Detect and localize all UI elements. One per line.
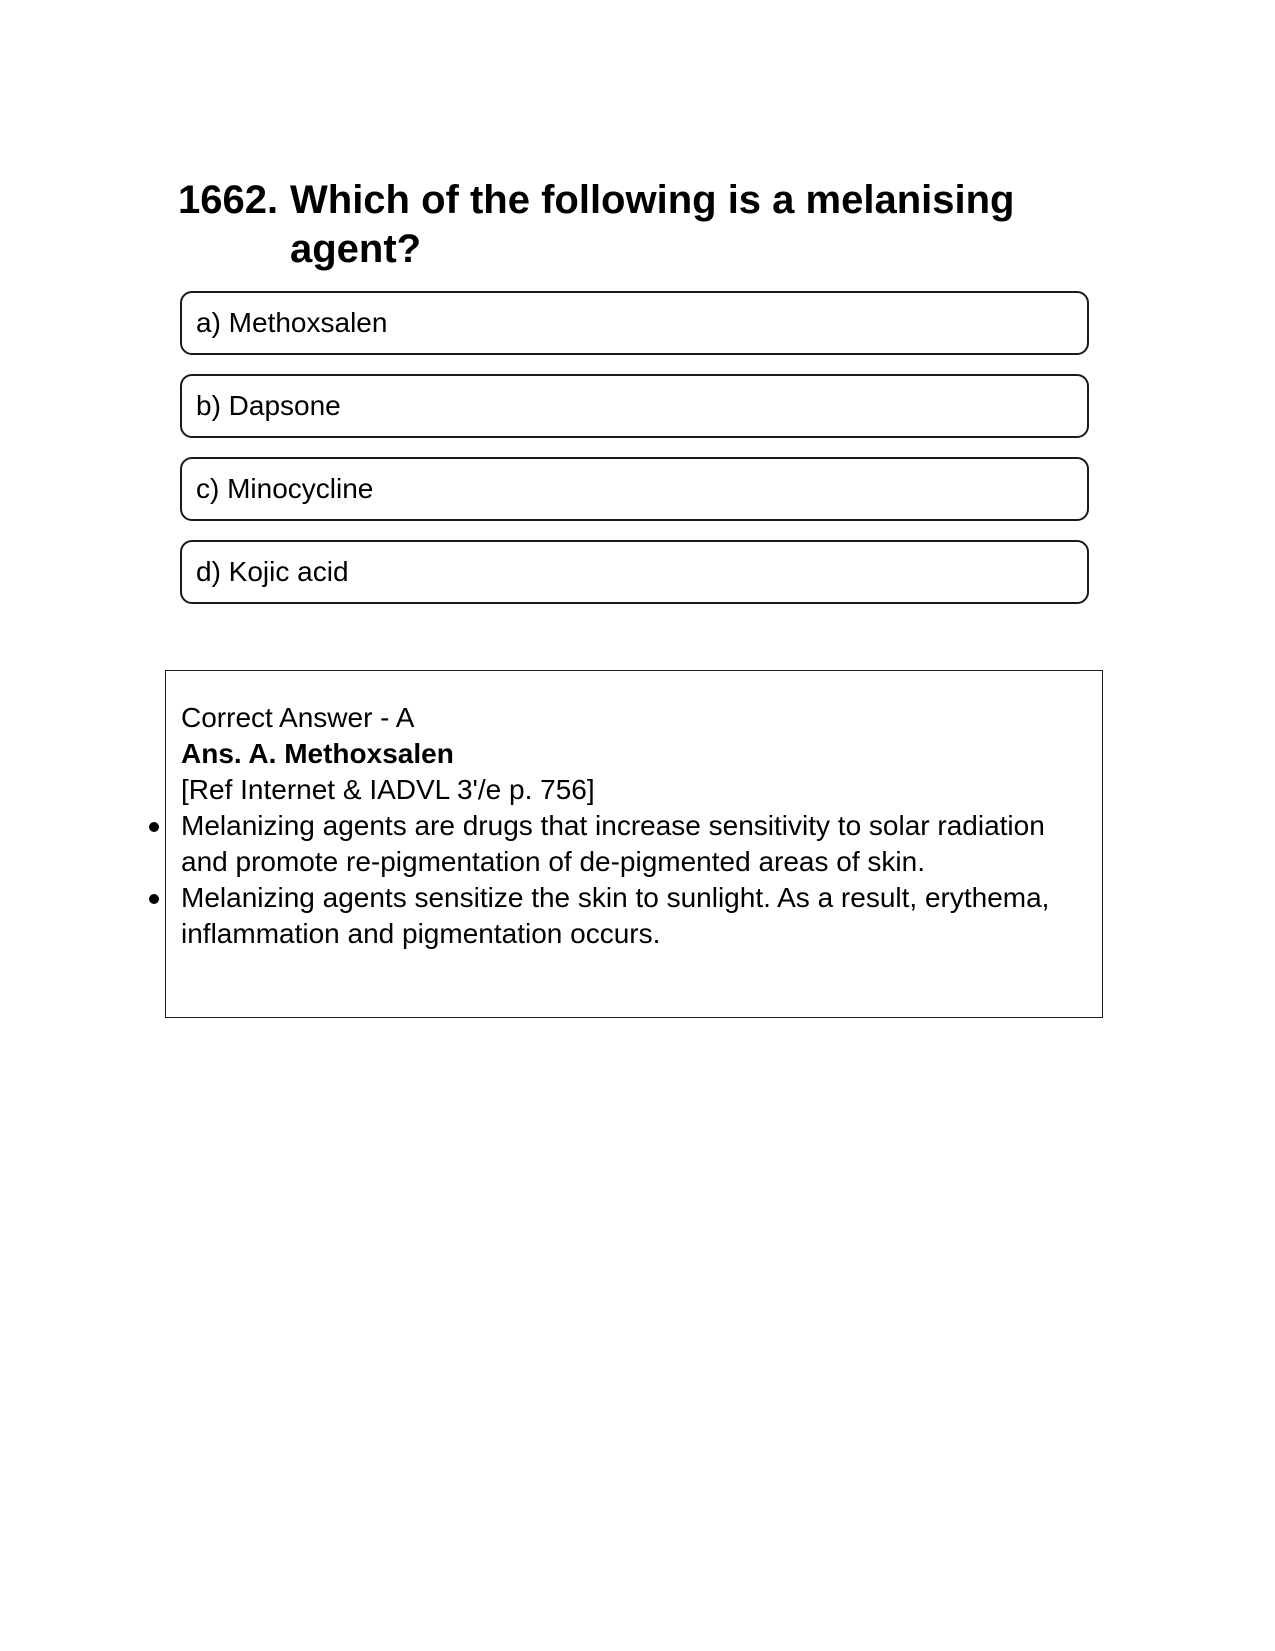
question-text: Which of the following is a melanising agent? bbox=[290, 178, 1015, 271]
explanation-text-1: Melanizing agents are drugs that increase sensitivity to solar radiation and promote re-pigmentation of de-pigmented areas of skin. bbox=[181, 810, 1045, 877]
answer-title: Ans. A. Methoxsalen bbox=[181, 738, 454, 769]
option-a[interactable]: a) Methoxsalen bbox=[180, 291, 1089, 355]
explanation-text-2: Melanizing agents sensitize the skin to sunlight. As a result, erythema, inflammation and pigmentation occurs. bbox=[181, 882, 1050, 949]
correct-answer-text: Correct Answer - A bbox=[181, 702, 415, 733]
question-number: 1662. bbox=[178, 178, 279, 222]
answer-reference: [Ref Internet & IADVL 3'/e p. 756] bbox=[181, 774, 595, 805]
explanation-bullet-2 bbox=[181, 880, 1061, 952]
explanation-bullet-1 bbox=[181, 808, 1061, 880]
answer-content bbox=[181, 700, 1061, 952]
bullet-icon bbox=[149, 822, 159, 832]
option-d[interactable]: d) Kojic acid bbox=[180, 540, 1089, 604]
option-c[interactable]: c) Minocycline bbox=[180, 457, 1089, 521]
option-b[interactable]: b) Dapsone bbox=[180, 374, 1089, 438]
question bbox=[178, 176, 1078, 274]
bullet-icon bbox=[149, 894, 159, 904]
